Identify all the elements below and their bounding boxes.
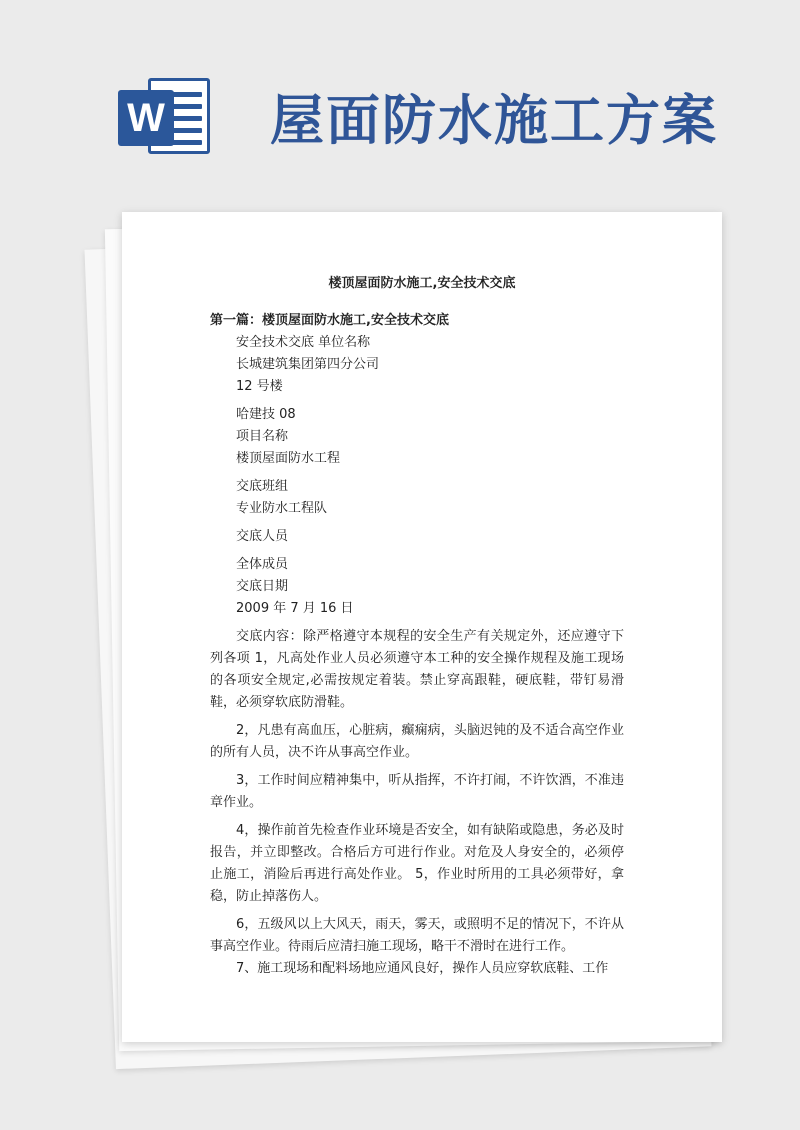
page-title: 屋面防水施工方案 bbox=[270, 89, 718, 152]
field-line: 12 号楼 bbox=[236, 379, 283, 394]
field-line: 交底班组 bbox=[236, 479, 289, 494]
document-content bbox=[210, 310, 624, 980]
document-title: 楼顶屋面防水施工,安全技术交底 bbox=[328, 276, 516, 291]
word-badge: W bbox=[118, 90, 174, 146]
field-line: 哈建技 08 bbox=[236, 407, 296, 422]
field-line: 交底日期 bbox=[236, 579, 289, 594]
section-heading: 第一篇：楼顶屋面防水施工,安全技术交底 bbox=[210, 313, 449, 328]
header bbox=[0, 0, 800, 190]
field-line: 项目名称 bbox=[236, 429, 289, 444]
word-icon bbox=[118, 74, 214, 158]
field-line: 交底人员 bbox=[236, 529, 289, 544]
field-line: 专业防水工程队 bbox=[236, 501, 328, 516]
paragraph: 4，操作前首先检查作业环境是否安全，如有缺陷或隐患，务必及时报告，并立即整改。合格后方可进行作业。对危及人身安全的，必须停止施工，消险后再进行高处作业。 5，作业时所用的工具必须带好，拿稳，防止掉落伤人。 bbox=[210, 823, 624, 904]
field-line: 全体成员 bbox=[236, 557, 289, 572]
field-line: 安全技术交底 单位名称 bbox=[236, 335, 371, 350]
paragraph: 交底内容：除严格遵守本规程的安全生产有关规定外，还应遵守下列各项 1，凡高处作业人员必须遵守本工种的安全操作规程及施工现场的各项安全规定,必需按规定着装。禁止穿高跟鞋，硬底鞋，带钉易滑鞋，必须穿软底防滑鞋。 bbox=[210, 629, 624, 710]
paragraph: 6，五级风以上大风天，雨天，雾天，或照明不足的情况下，不许从事高空作业。待雨后应清扫施工现场，略干不滑时在进行工作。 bbox=[210, 917, 624, 954]
paragraph: 7、施工现场和配料场地应通风良好，操作人员应穿软底鞋、工作 bbox=[236, 961, 609, 976]
field-line: 长城建筑集团第四分公司 bbox=[236, 357, 380, 372]
field-line: 楼顶屋面防水工程 bbox=[236, 451, 341, 466]
document-page bbox=[122, 212, 722, 1042]
field-line: 2009 年 7 月 16 日 bbox=[236, 601, 354, 616]
paragraph: 3，工作时间应精神集中，听从指挥，不许打闹，不许饮酒，不准违章作业。 bbox=[210, 773, 624, 810]
paragraph: 2，凡患有高血压，心脏病，癫痫病，头脑迟钝的及不适合高空作业的所有人员，决不许从事高空作业。 bbox=[210, 723, 624, 760]
